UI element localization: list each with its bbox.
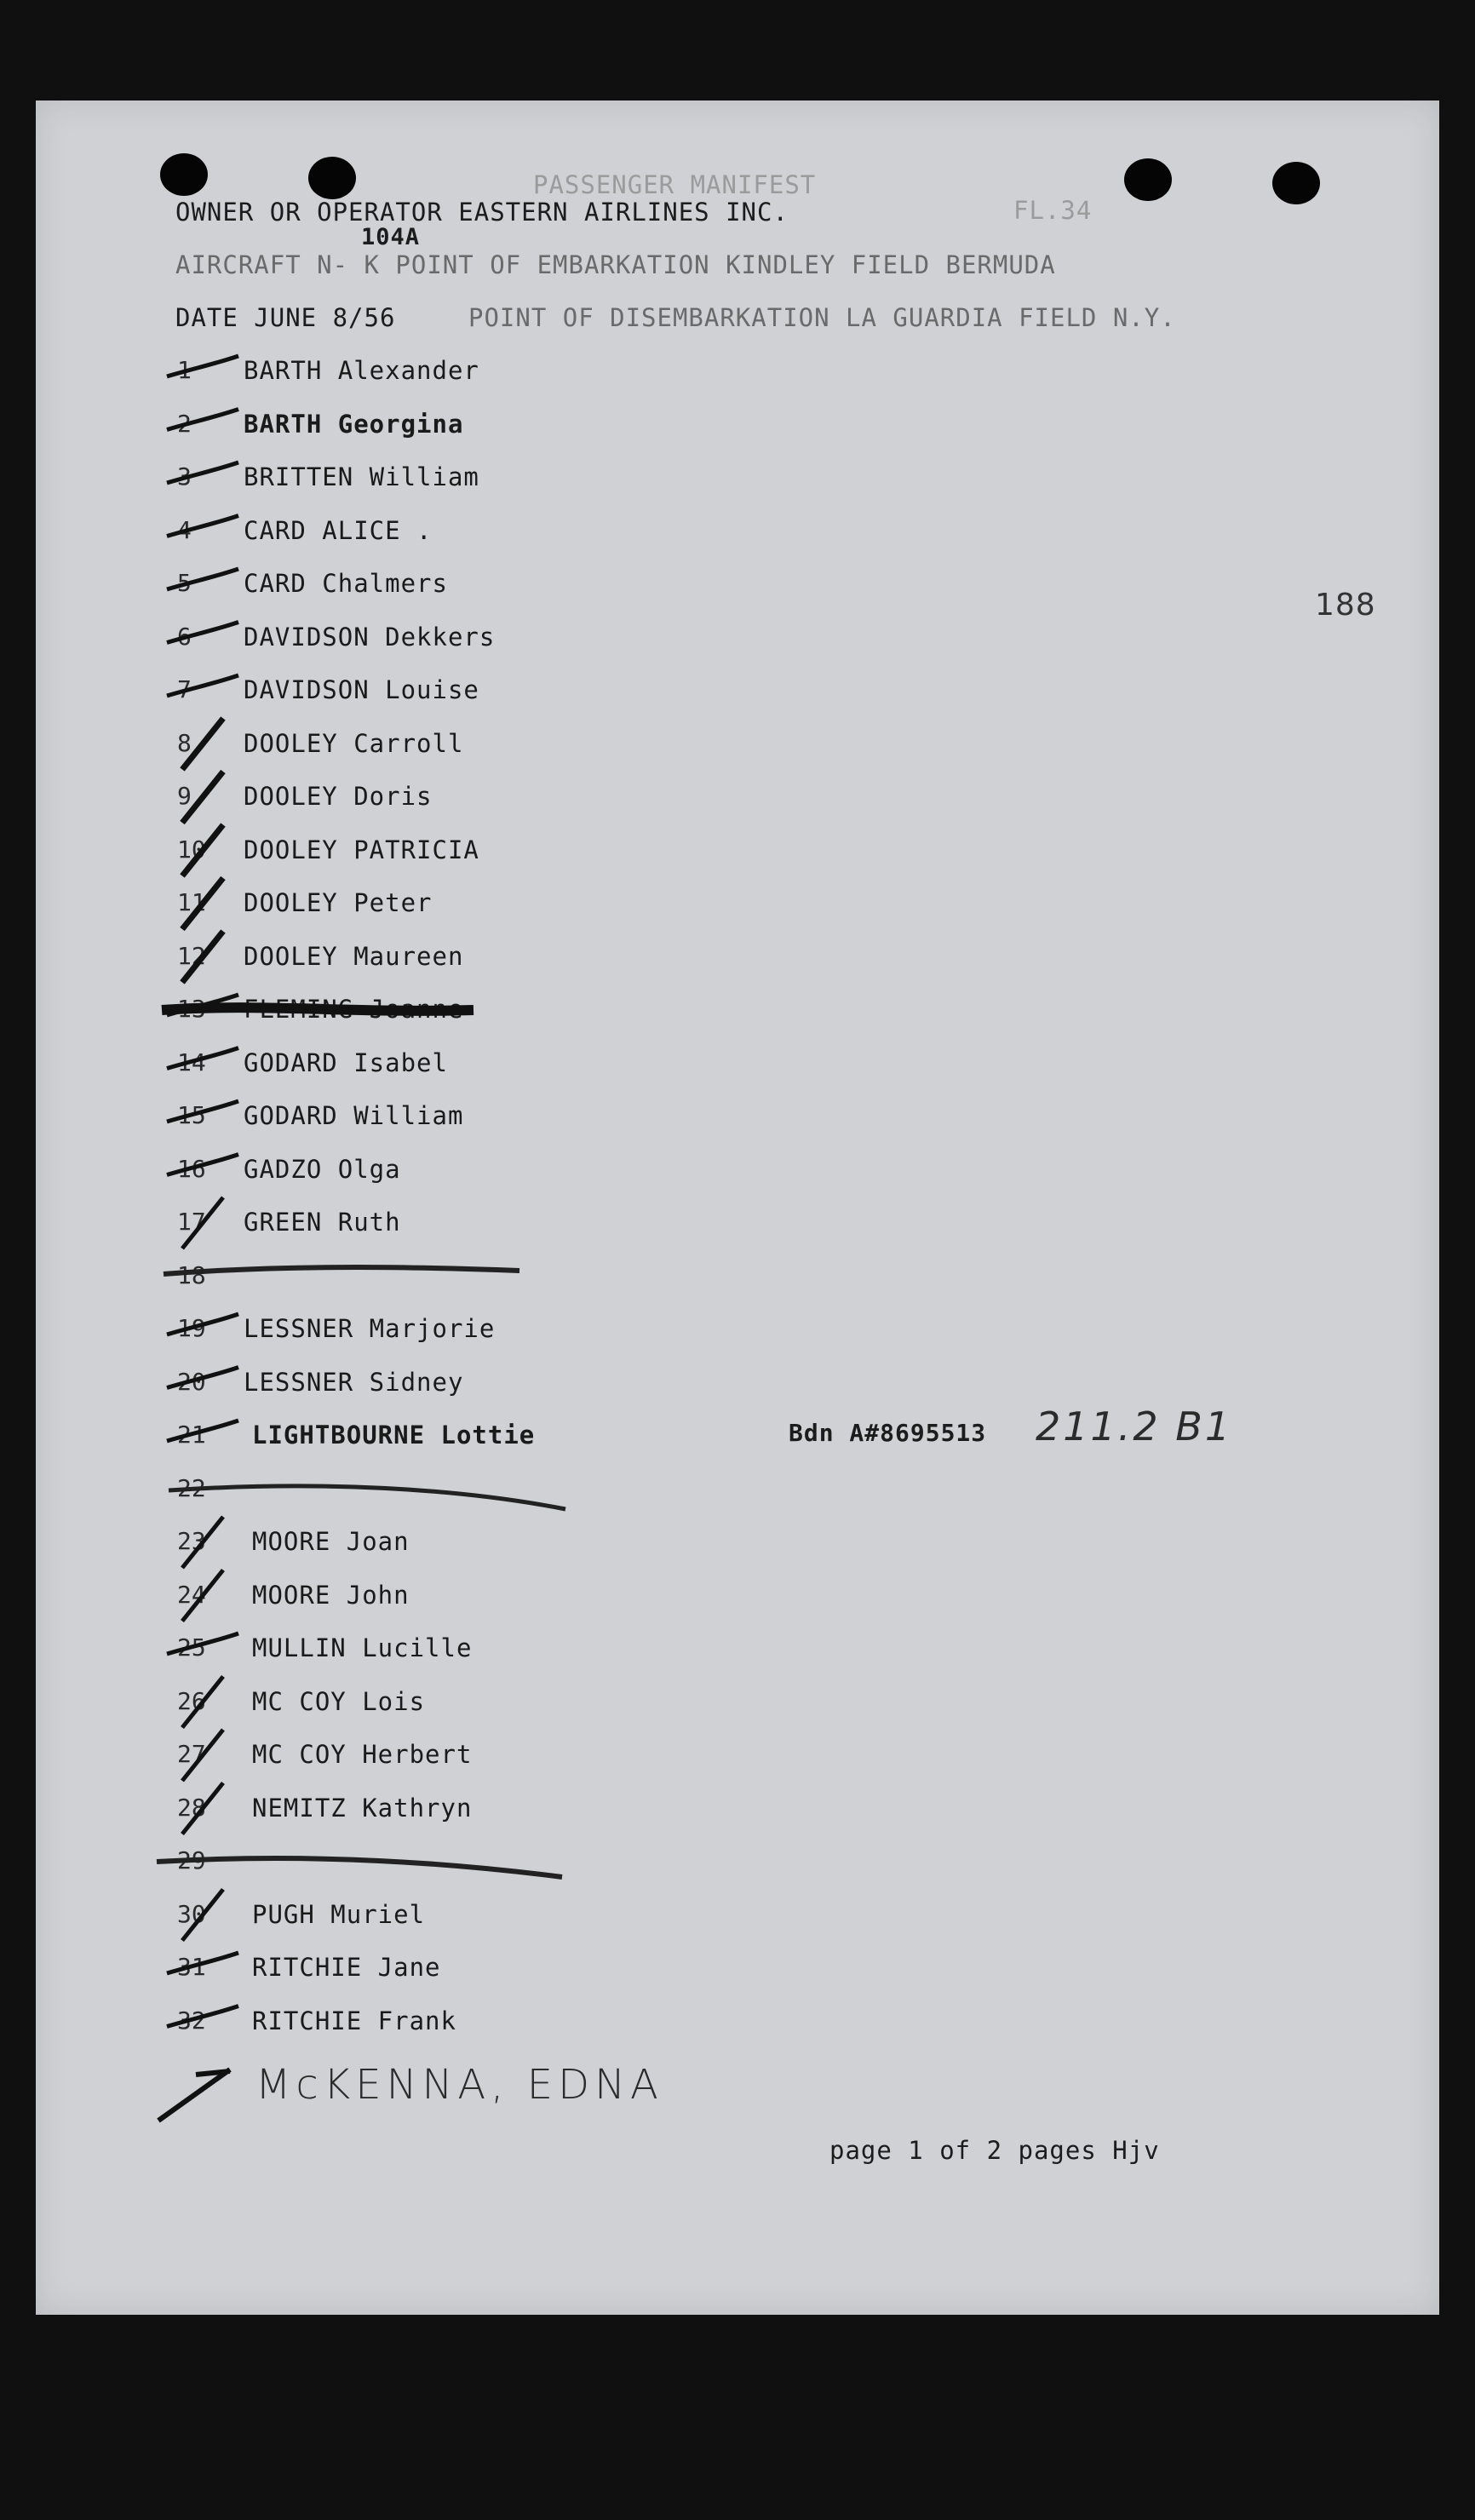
check-mark [167,1421,238,1441]
check-mark [182,1730,223,1781]
date-line: DATE JUNE 8/56 [175,303,396,332]
passenger-name: LESSNER Marjorie [244,1314,496,1343]
strike-line-row-29 [157,1858,562,1877]
check-mark [182,932,223,983]
passenger-name: GODARD Isabel [244,1048,448,1077]
passenger-number: 27 [177,1740,206,1768]
passenger-name: MOORE Joan [252,1527,410,1556]
check-mark [167,410,238,430]
flight-number: FL.34 [1013,196,1093,225]
passenger-number: 15 [177,1101,206,1129]
passenger-number: 9 [177,782,192,810]
passenger-number: 22 [177,1473,206,1502]
passenger-number: 28 [177,1793,206,1822]
check-mark [167,1368,238,1388]
check-mark [167,516,238,537]
check-mark [167,1048,238,1069]
check-mark [158,2069,230,2121]
passenger-name: CARD Chalmers [244,569,448,598]
passenger-name: PUGH Muriel [252,1899,426,1929]
check-mark [182,1570,223,1622]
check-mark [167,1314,238,1335]
passenger-name: MOORE John [252,1580,410,1610]
passenger-number: 10 [177,835,206,864]
passenger-number: 16 [177,1154,206,1183]
passenger-number: 13 [177,995,206,1023]
aircraft-number: 104A [361,224,421,250]
strike-line-row-18 [164,1267,519,1274]
passenger-number: 8 [177,728,192,757]
passenger-name: DAVIDSON Louise [244,675,479,704]
disembarkation-line: POINT OF DISEMBARKATION LA GUARDIA FIELD N.Y. [468,303,1176,332]
check-mark [182,1197,223,1249]
passenger-number: 3 [177,462,192,491]
check-mark [167,1101,238,1122]
passenger-name: GODARD William [244,1101,464,1130]
passenger-number: 26 [177,1686,206,1715]
owner-line: OWNER OR OPERATOR EASTERN AIRLINES INC. [175,198,789,227]
passenger-name: DOOLEY Peter [244,888,433,917]
passenger-name: RITCHIE Jane [252,1953,441,1982]
passenger-number: 14 [177,1048,206,1076]
check-mark [182,825,223,876]
check-mark [167,1155,238,1175]
passenger-name: LESSNER Sidney [244,1367,464,1397]
passenger-number: 19 [177,1314,206,1342]
passenger-number: 29 [177,1846,206,1874]
passenger-number: 1 [177,356,192,384]
aircraft-embarkation-line: AIRCRAFT N- K POINT OF EMBARKATION KINDLEY FIELD BERMUDA [175,250,1056,279]
passenger-number: 7 [177,675,192,703]
check-mark [167,569,238,589]
check-mark [182,719,223,770]
passenger-name: GADZO Olga [244,1154,401,1184]
passenger-number: 30 [177,1899,206,1928]
passenger-number: 6 [177,622,192,651]
check-mark [167,1953,238,1973]
passenger-name: BRITTEN William [244,462,479,491]
check-mark [182,1783,223,1834]
passenger-number: 23 [177,1527,206,1555]
check-mark [182,772,223,823]
strike-line-row-22 [169,1486,565,1509]
passenger-name: MC COY Herbert [252,1740,473,1769]
passenger-name: DOOLEY Maureen [244,941,464,971]
bond-note: Bdn A#8695513 [789,1419,987,1447]
passenger-number: 31 [177,1953,206,1981]
check-mark [182,1517,223,1568]
passenger-name: LIGHTBOURNE Lottie [252,1421,536,1449]
check-mark [167,2006,238,2027]
passenger-name: DOOLEY PATRICIA [244,835,479,864]
page-footer: page 1 of 2 pages Hjv [829,2136,1160,2165]
check-mark [182,1890,223,1941]
passenger-number: 20 [177,1367,206,1396]
passenger-name: RITCHIE Frank [252,2006,456,2035]
passenger-number: 32 [177,2006,206,2035]
passenger-number: 12 [177,941,206,970]
passenger-name: NEMITZ Kathryn [252,1793,473,1823]
passenger-number: 21 [177,1421,206,1449]
passenger-name: BARTH Alexander [244,356,479,385]
check-mark [167,1633,238,1654]
passenger-name: DOOLEY Carroll [244,728,464,758]
passenger-name: CARD ALICE . [244,515,433,545]
handwritten-code: 211.2 B1 [1036,1404,1233,1449]
passenger-number: 17 [177,1208,206,1236]
strike-line-row-13 [162,1007,473,1011]
page-stamp-number: 188 [1315,588,1376,623]
passenger-name: FLEMING Joanne [244,995,464,1024]
passenger-number: 5 [177,569,192,597]
check-mark [167,675,238,696]
passenger-name: MC COY Lois [252,1686,426,1716]
handwritten-passenger-name: McKENNA, EDNA [255,2061,663,2109]
passenger-number: 11 [177,888,206,916]
passenger-number: 4 [177,515,192,544]
passenger-name: GREEN Ruth [244,1208,401,1237]
passenger-number: 25 [177,1633,206,1662]
passenger-number: 24 [177,1580,206,1609]
passenger-name: DAVIDSON Dekkers [244,622,496,652]
passenger-number: 2 [177,409,192,438]
passenger-name: MULLIN Lucille [252,1633,473,1662]
check-mark [167,356,238,376]
check-mark [182,878,223,929]
manifest-title: PASSENGER MANIFEST [533,170,817,199]
check-mark [182,1677,223,1728]
passenger-name: BARTH Georgina [244,409,464,439]
passenger-number: 18 [177,1260,206,1289]
check-mark [167,462,238,483]
check-mark [167,623,238,643]
passenger-name: DOOLEY Doris [244,782,433,811]
